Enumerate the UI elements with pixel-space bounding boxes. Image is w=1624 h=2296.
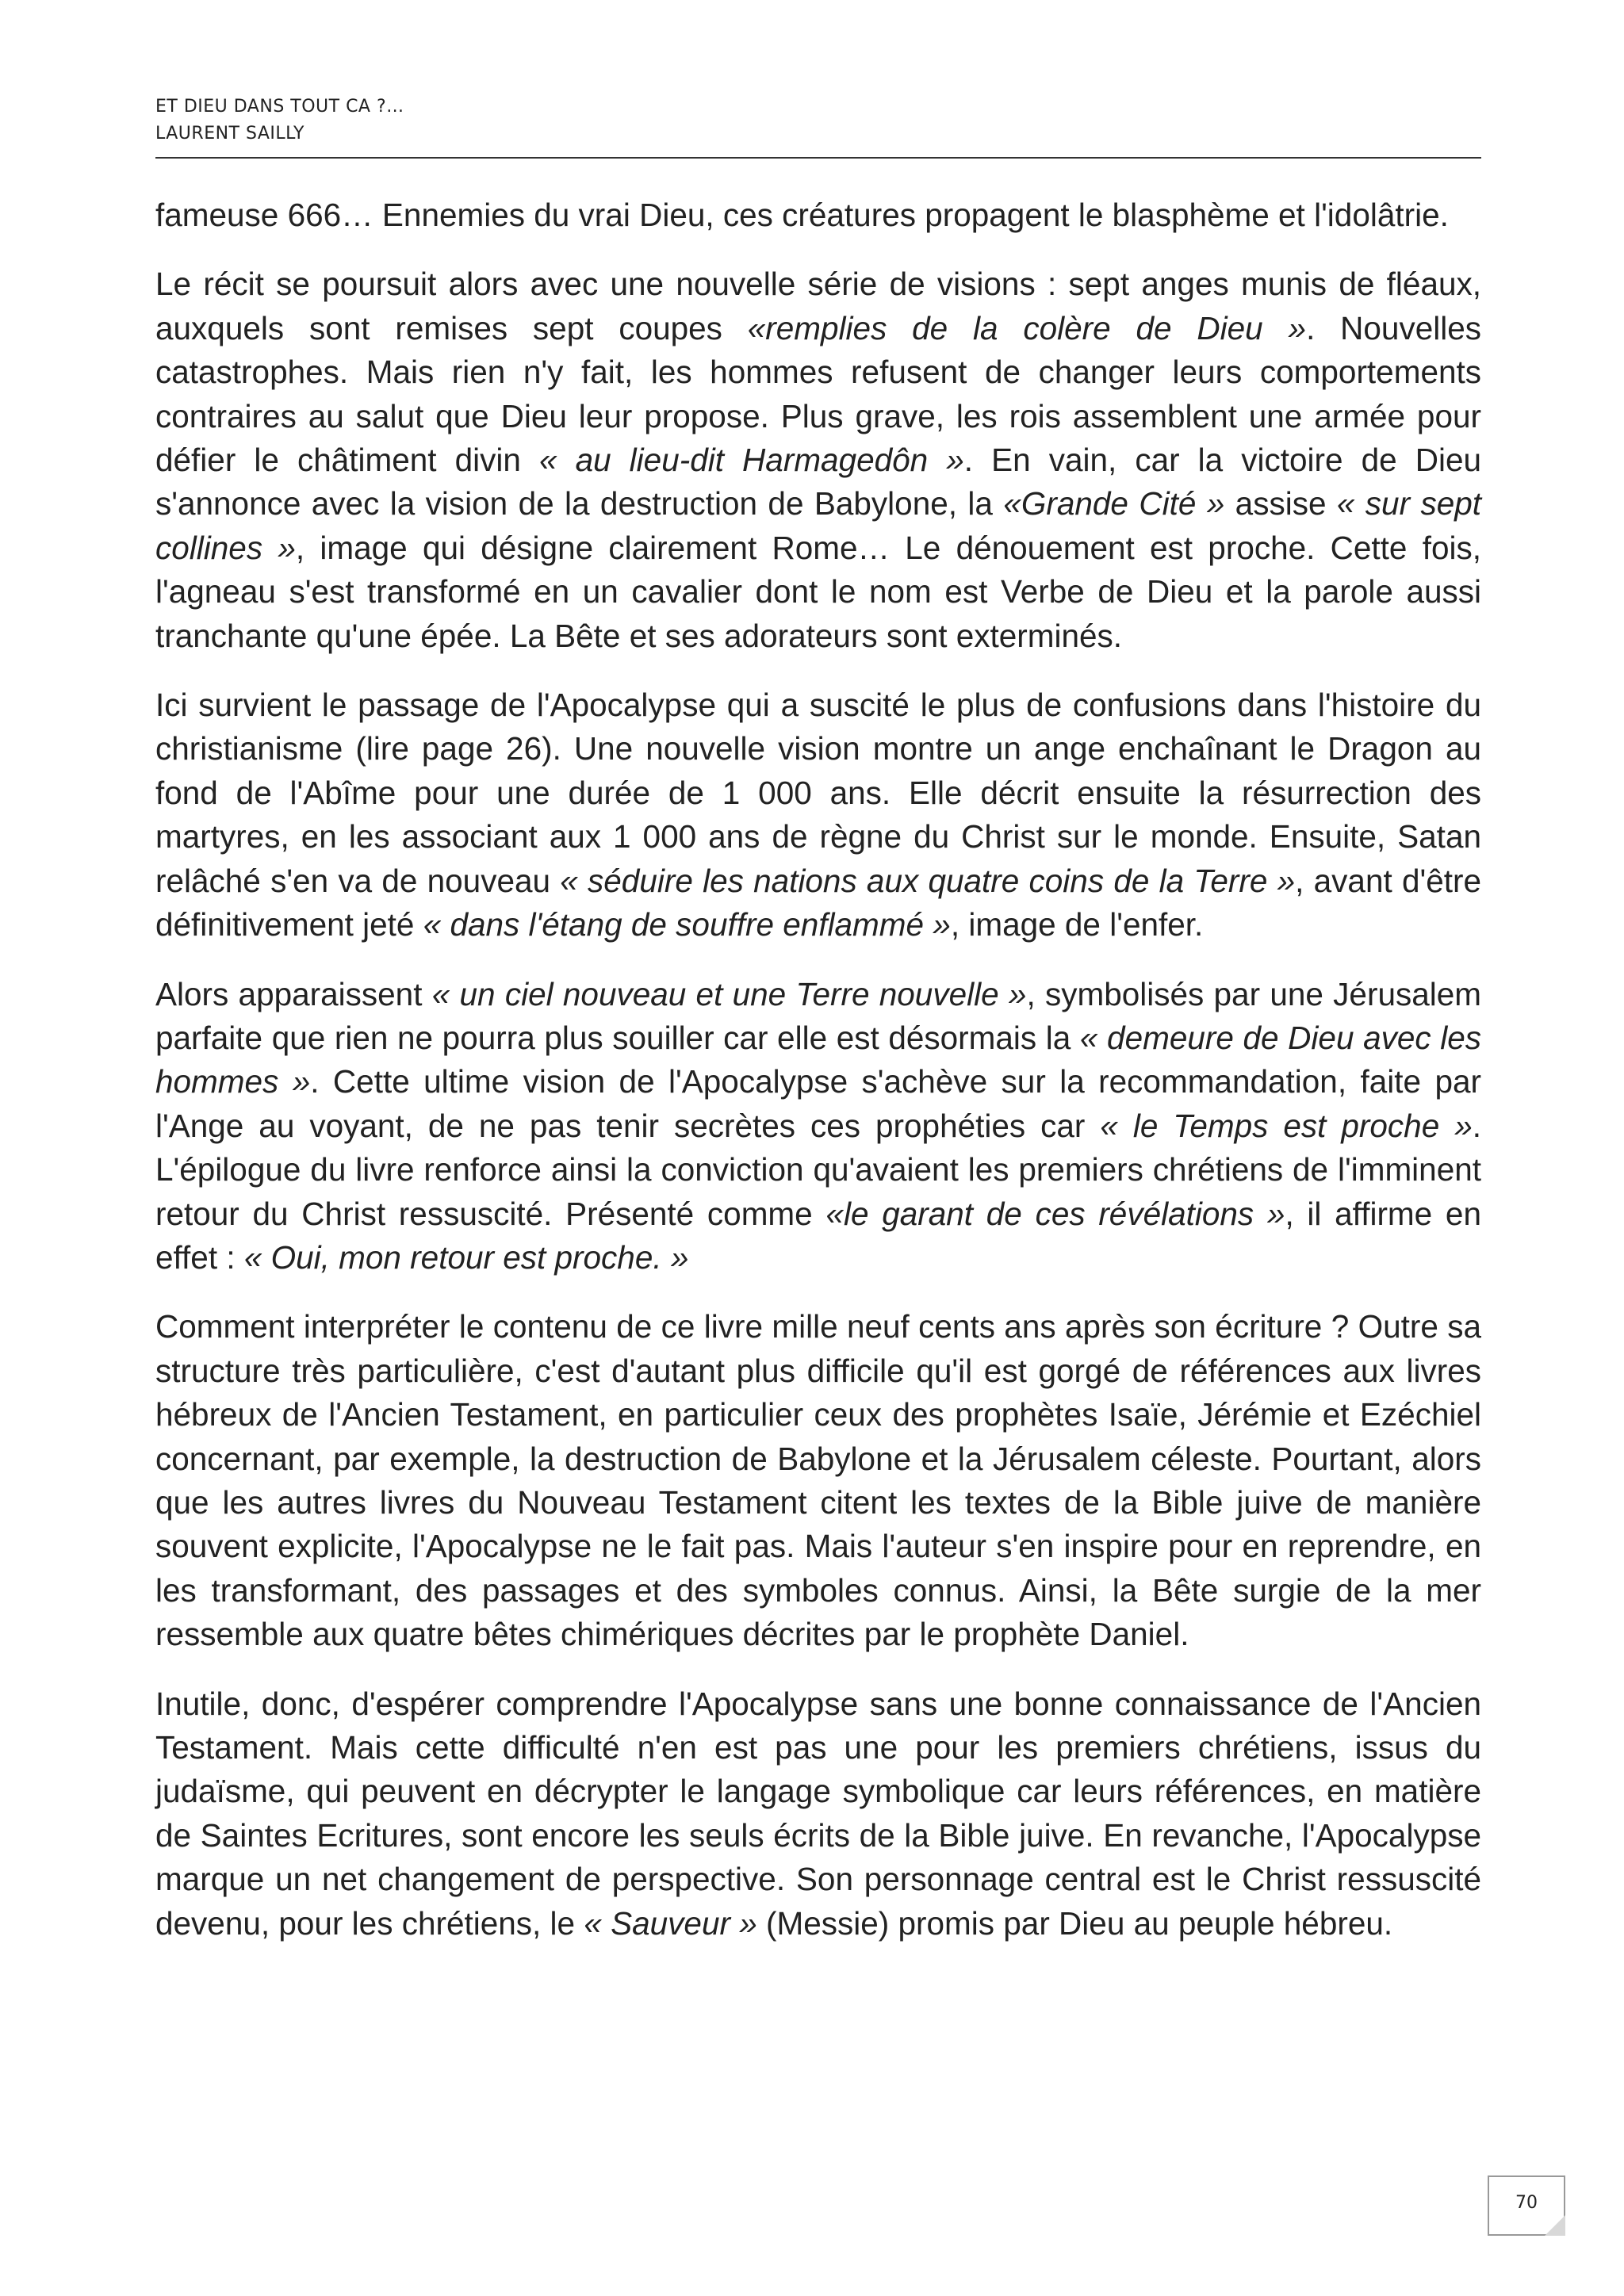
paragraph <box>155 1682 1481 1946</box>
body-text <box>155 193 1481 1971</box>
text-segment: , avant d'être définitivement jeté <box>155 862 1481 943</box>
paragraph <box>155 1305 1481 1656</box>
quoted-text: « un ciel nouveau et une Terre nouvelle » <box>431 975 1027 1012</box>
text-segment: . Cette ultime vision de l'Apocalypse s'achève sur la recommandation, faite par l'Ange au voyant, de ne pas tenir secrètes ces prophéties car <box>155 1063 1482 1144</box>
header-title: ET DIEU DANS TOUT CA ?… <box>155 97 404 117</box>
text-segment: Comment interpréter le contenu de ce livre mille neuf cents ans après son écriture ? Outre sa structure très particulière, c'est d'autant plus difficile qu'il est gorgé de références aux livres hébreux de l'Ancien Testament, en particulier ceux des prophètes Isaïe, Jérémie et Ezéchiel concernant, par exemple, la destruction de Babylone et la Jérusalem céleste. Pourtant, alors que les autres livres du Nouveau Testament citent les textes de la Bible juive de manière souvent explicite, l'Apocalypse ne le fait pas. Mais l'auteur s'en inspire pour en reprendre, en les transformant, des passages et des symboles connus. Ainsi, la Bête surgie de la mer ressemble aux quatre bêtes chimériques décrites par le prophète Daniel. <box>155 1308 1481 1653</box>
text-segment: , image de l'enfer. <box>950 906 1204 943</box>
quoted-text: « demeure de Dieu avec les hommes » <box>155 1019 1482 1100</box>
text-segment: . L'épilogue du livre renforce ainsi la conviction qu'avaient les premiers chrétiens de l'imminent retour du Christ ressuscité. Présenté comme <box>155 1107 1482 1232</box>
text-segment: fameuse 666… Ennemies du vrai Dieu, ces créatures propagent le blasphème et l'idolâtrie. <box>155 197 1449 233</box>
quoted-text: « le Temps est proche » <box>1100 1107 1473 1144</box>
text-segment: Ici survient le passage de l'Apocalypse qui a suscité le plus de confusions dans l'histoire du christianisme (lire page 26). Une nouvelle vision montre un ange enchaînant le Dragon au fond de l'Abîme pour une durée de 1 000 ans. Elle décrit ensuite la résurrection des martyres, en les associant aux 1 000 ans de règne du Christ sur le monde. Ensuite, Satan relâché s'en va de nouveau <box>155 687 1481 899</box>
quoted-text: « Sauveur » <box>584 1904 757 1942</box>
text-segment: , image qui désigne clairement Rome… Le dénouement est proche. Cette fois, l'agneau s'est transformé en un cavalier dont le nom est Verbe de Dieu et la parole aussi tranchante qu'une épée. La Bête et ses adorateurs sont exterminés. <box>155 529 1481 654</box>
text-segment: . Nouvelles catastrophes. Mais rien n'y fait, les hommes refusent de changer leurs comportements contraires au salut que Dieu leur propose. Plus grave, les rois assemblent une armée pour défier le châtiment divin <box>155 309 1481 479</box>
paragraph <box>155 973 1481 1280</box>
text-segment: . En vain, car la victoire de Dieu s'annonce avec la vision de la destruction de Babylone, la <box>155 442 1481 522</box>
quoted-text: «le garant de ces révélations » <box>825 1195 1285 1232</box>
quoted-text: « au lieu-dit Harmagedôn » <box>538 442 964 479</box>
header-rule <box>155 157 1481 159</box>
text-segment: Alors apparaissent <box>155 975 432 1012</box>
header-author: LAURENT SAILLY <box>155 124 304 144</box>
text-segment: (Messie) promis par Dieu au peuple hébreu. <box>756 1904 1393 1942</box>
text-segment: , symbolisés par une Jérusalem parfaite que rien ne pourra plus souiller car elle est désormais la <box>155 975 1482 1056</box>
paragraph <box>155 262 1481 658</box>
quoted-text: « sur sept collines » <box>155 485 1481 566</box>
text-segment: assise <box>1224 485 1337 522</box>
text-segment: Inutile, donc, d'espérer comprendre l'Apocalypse sans une bonne connaissance de l'Ancien Testament. Mais cette difficulté n'en est pas une pour les premiers chrétiens, issus du judaïsme, qui peuvent en décrypter le langage symbolique car leurs références, en matière de Saintes Ecritures, sont encore les seuls écrits de la Bible juive. En revanche, l'Apocalypse marque un net changement de perspective. Son personnage central est le Christ ressuscité devenu, pour les chrétiens, le <box>155 1685 1481 1942</box>
quoted-text: « Oui, mon retour est proche. » <box>243 1238 689 1276</box>
quoted-text: « séduire les nations aux quatre coins de la Terre » <box>560 862 1296 899</box>
quoted-text: «Grande Cité » <box>1003 485 1225 522</box>
running-header <box>155 94 1481 147</box>
page-number: 70 <box>1515 2193 1538 2213</box>
quoted-text: «remplies de la colère de Dieu » <box>747 309 1307 346</box>
page-number-box <box>1488 2175 1565 2236</box>
text-segment: , il affirme en effet : <box>155 1195 1481 1276</box>
quoted-text: « dans l'étang de souffre enflammé » <box>423 906 951 943</box>
paragraph <box>155 193 1481 237</box>
paragraph <box>155 683 1481 947</box>
text-segment: Le récit se poursuit alors avec une nouvelle série de visions : sept anges munis de fléaux, auxquels sont remises sept coupes <box>155 266 1481 346</box>
